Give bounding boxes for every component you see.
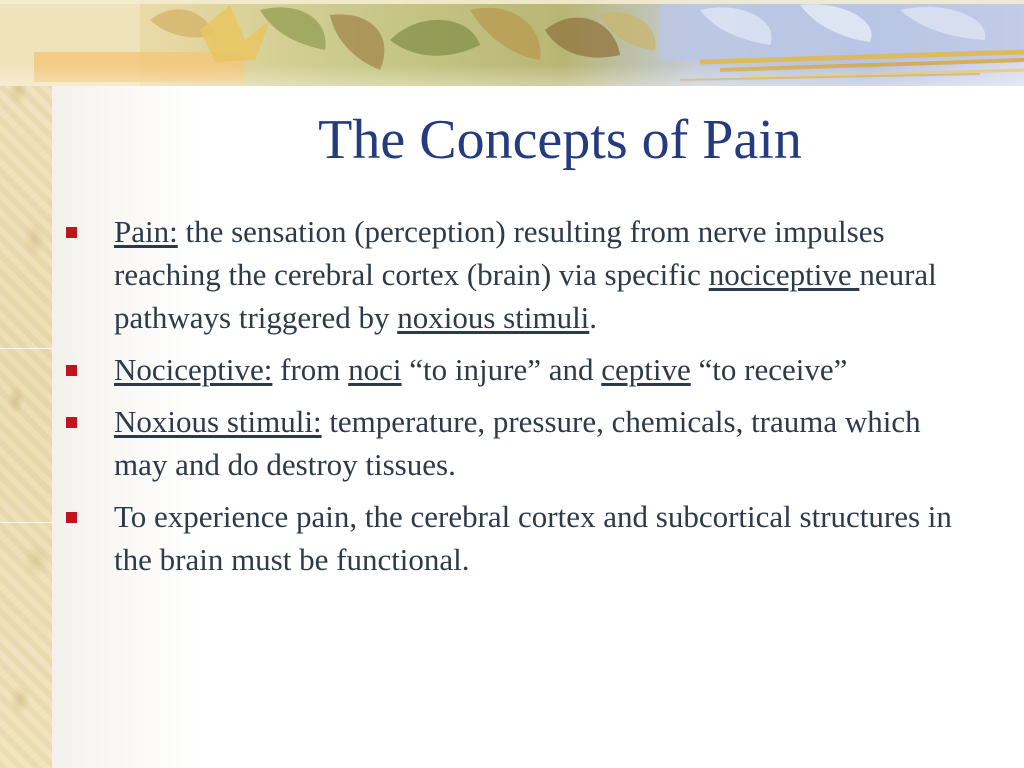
bullet-item-pain <box>58 210 978 339</box>
bullet-text: neural pathways triggered by <box>114 257 937 335</box>
term-nociceptive: nociceptive <box>708 257 860 292</box>
bullet-square-icon <box>66 512 77 523</box>
decorative-banner <box>0 0 1024 86</box>
bullet-item-experience <box>58 495 978 581</box>
bullet-square-icon <box>66 227 77 238</box>
bullet-text: from <box>272 352 349 387</box>
left-parchment-strip <box>0 0 52 768</box>
term-ceptive: ceptive <box>601 352 691 387</box>
term-noxious-stimuli-def: Noxious stimuli: <box>114 404 322 439</box>
bullet-list <box>58 210 978 590</box>
term-noxious-stimuli: noxious stimuli <box>397 300 590 335</box>
slide-title: The Concepts of Pain <box>318 109 802 171</box>
term-noci: noci <box>348 352 402 387</box>
term-nociceptive-def: Nociceptive: <box>114 352 273 387</box>
bullet-item-nociceptive <box>58 348 978 391</box>
bullet-text: “to injure” and <box>401 352 602 387</box>
bullet-item-noxious-stimuli <box>58 400 978 486</box>
strip-seam <box>0 348 52 349</box>
bullet-text: “to receive” <box>690 352 848 387</box>
bullet-text: To experience pain, the cerebral cortex and subcortical structures in the brain must be functional. <box>114 499 952 577</box>
strip-seam <box>0 522 52 523</box>
bullet-text: the sensation (perception) resulting from nerve impulses reaching the cerebral cortex (brain) via specific <box>114 214 885 292</box>
bullet-text: . <box>589 300 598 335</box>
bullet-square-icon <box>66 365 77 376</box>
bullet-text: temperature, pressure, chemicals, trauma which may and do destroy tissues. <box>114 404 921 482</box>
banner-artwork <box>0 0 1024 86</box>
term-pain: Pain: <box>114 214 178 249</box>
bullet-square-icon <box>66 417 77 428</box>
